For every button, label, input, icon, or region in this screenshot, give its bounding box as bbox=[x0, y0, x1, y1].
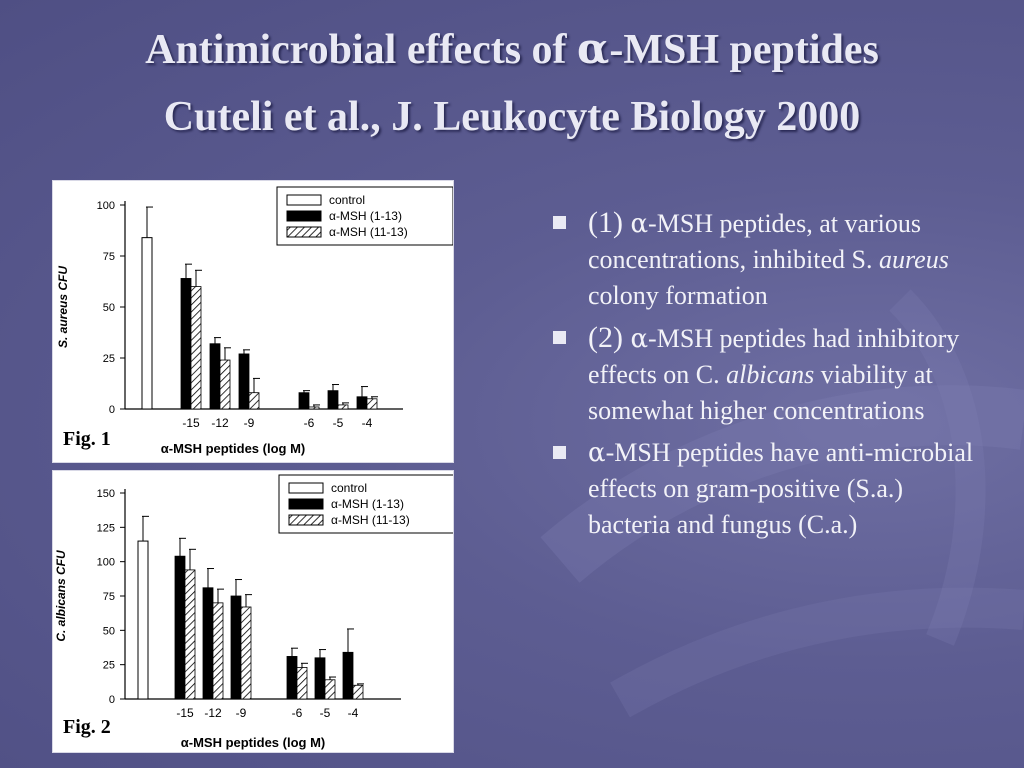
bar-msh-11-13 bbox=[249, 393, 259, 409]
greek-alpha: α bbox=[630, 324, 649, 354]
bar-msh-11-13 bbox=[297, 667, 307, 699]
bullet-square-icon bbox=[553, 331, 566, 344]
bar-msh-1-13 bbox=[181, 278, 191, 409]
bar-msh-11-13 bbox=[353, 685, 363, 699]
x-tick-label: -4 bbox=[347, 706, 359, 720]
y-tick-label: 50 bbox=[102, 302, 115, 314]
legend bbox=[277, 187, 453, 245]
bar-msh-11-13 bbox=[325, 680, 335, 699]
x-axis-label: α-MSH peptides (log M) bbox=[160, 441, 306, 456]
y-tick-label: 25 bbox=[102, 659, 115, 672]
bullet-item bbox=[548, 320, 988, 429]
bullet-text: -MSH peptides, at various concentrations, inhibited S. bbox=[588, 209, 922, 274]
bullet-item bbox=[548, 435, 988, 543]
legend-label: control bbox=[329, 193, 366, 207]
bar-msh-1-13 bbox=[343, 652, 353, 699]
y-tick-label: 75 bbox=[102, 251, 115, 263]
bullet-text-end: colony formation bbox=[588, 281, 768, 310]
legend-label: α-MSH (1-13) bbox=[329, 209, 402, 223]
chart-c-albicans bbox=[53, 471, 453, 752]
legend bbox=[279, 475, 453, 533]
bar-msh-1-13 bbox=[299, 393, 309, 409]
bar-control bbox=[138, 541, 148, 699]
bar-msh-1-13 bbox=[357, 397, 367, 409]
bullet-italic: aureus bbox=[879, 245, 949, 274]
y-tick-label: 25 bbox=[102, 353, 115, 365]
bar-msh-11-13 bbox=[191, 287, 201, 409]
bar-msh-1-13 bbox=[175, 556, 185, 699]
bar-msh-1-13 bbox=[315, 658, 325, 699]
bullet-text-end: viability at somewhat higher concentrations bbox=[588, 360, 933, 425]
legend-label: α-MSH (11-13) bbox=[331, 513, 410, 527]
bullet-number: (2) bbox=[588, 321, 631, 354]
x-tick-label: -9 bbox=[243, 416, 255, 430]
x-tick-label: -5 bbox=[319, 706, 331, 720]
bar-msh-11-13 bbox=[241, 607, 251, 699]
x-tick-label: -6 bbox=[303, 416, 315, 430]
x-tick-label: -9 bbox=[235, 706, 247, 720]
slide-title-line1: Antimicrobial effects of α-MSH peptides bbox=[145, 24, 879, 73]
x-tick-label: -12 bbox=[204, 706, 222, 720]
bullet-square-icon bbox=[553, 216, 566, 229]
figure-2 bbox=[52, 470, 454, 753]
y-axis-label: S. aureus CFU bbox=[56, 265, 70, 349]
x-tick-label: -6 bbox=[291, 706, 303, 720]
bar-msh-11-13 bbox=[367, 399, 377, 409]
slide-title-line2: Cuteli et al., J. Leukocyte Biology 2000 bbox=[163, 94, 861, 140]
figure-1 bbox=[52, 180, 454, 463]
y-tick-label: 125 bbox=[96, 522, 115, 535]
x-axis-label: α-MSH peptides (log M) bbox=[180, 735, 326, 750]
y-tick-label: 0 bbox=[108, 404, 115, 416]
bar-msh-11-13 bbox=[213, 603, 223, 699]
legend-swatch-msh-11-13 bbox=[289, 515, 323, 525]
y-tick-label: 100 bbox=[96, 200, 115, 212]
figure-label: Fig. 1 bbox=[63, 428, 111, 450]
legend-label: control bbox=[331, 481, 368, 495]
bar-msh-1-13 bbox=[287, 656, 297, 699]
figure-label: Fig. 2 bbox=[63, 716, 111, 738]
greek-alpha: α bbox=[588, 438, 606, 468]
bar-msh-11-13 bbox=[338, 405, 348, 409]
bar-msh-11-13 bbox=[185, 570, 195, 699]
bar-msh-1-13 bbox=[203, 588, 213, 699]
bullet-text: -MSH peptides had inhibitory effects on C. bbox=[588, 324, 960, 389]
bullet-number: (1) bbox=[588, 206, 631, 239]
legend-swatch-msh-1-13 bbox=[289, 499, 323, 509]
x-tick-label: -4 bbox=[361, 416, 373, 430]
y-tick-label: 50 bbox=[102, 625, 115, 638]
bullet-list bbox=[548, 205, 988, 549]
legend-swatch-control bbox=[287, 195, 321, 205]
bullet-square-icon bbox=[553, 446, 566, 459]
bullet-italic: albicans bbox=[726, 360, 815, 389]
legend-label: α-MSH (11-13) bbox=[329, 225, 408, 239]
y-tick-label: 75 bbox=[102, 591, 115, 603]
x-tick-label: -15 bbox=[176, 706, 194, 720]
y-axis-label: C. albicans CFU bbox=[54, 550, 68, 642]
x-tick-label: -15 bbox=[182, 416, 200, 430]
bar-control bbox=[142, 238, 152, 409]
legend-label: α-MSH (1-13) bbox=[331, 497, 404, 511]
y-tick-label: 100 bbox=[96, 556, 115, 569]
legend-swatch-msh-11-13 bbox=[287, 227, 321, 237]
bar-msh-1-13 bbox=[231, 596, 241, 699]
y-tick-label: 0 bbox=[108, 694, 115, 706]
bar-msh-11-13 bbox=[220, 360, 230, 409]
legend-swatch-control bbox=[289, 483, 323, 493]
bar-msh-1-13 bbox=[239, 354, 249, 409]
legend-swatch-msh-1-13 bbox=[287, 211, 321, 221]
bullet-item bbox=[548, 205, 988, 314]
bar-msh-1-13 bbox=[328, 391, 338, 409]
greek-alpha: α bbox=[630, 209, 649, 239]
bullet-text: -MSH peptides have anti-microbial effects on gram-positive (S.a.) bacteria and fungus (C.a.) bbox=[588, 438, 974, 539]
x-tick-label: -12 bbox=[211, 416, 229, 430]
y-tick-label: 150 bbox=[96, 488, 115, 500]
x-tick-label: -5 bbox=[332, 416, 344, 430]
bar-msh-1-13 bbox=[210, 344, 220, 409]
chart-s-aureus bbox=[53, 181, 453, 462]
bar-msh-11-13 bbox=[309, 407, 319, 409]
